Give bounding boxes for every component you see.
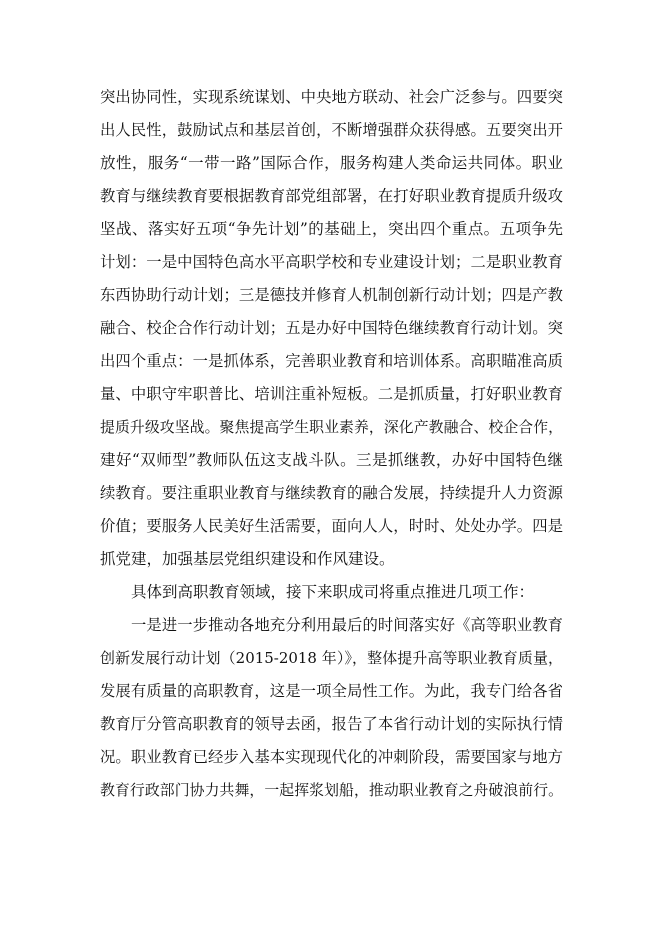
text-line: 一是进一步推动各地充分利用最后的时间落实好《高等职业教育 [131, 616, 563, 634]
text-line: 融合、校企合作行动计划；五是办好中国特色继续教育行动计划。突 [100, 319, 563, 337]
paragraph-3 [100, 609, 563, 807]
text-line: 创新发展行动计划（2015-2018 年）》，整体提升高等职业教育质量， [100, 649, 563, 667]
text-line: 放性，服务“一带一路”国际合作，服务构建人类命运共同体。职业 [100, 154, 563, 172]
text-line: 计划：一是中国特色高水平高职学校和专业建设计划；二是职业教育 [100, 253, 563, 271]
text-line: 具体到高职教育领域，接下来职成司将重点推进几项工作： [131, 583, 535, 601]
text-line: 坚战、落实好五项“争先计划”的基础上，突出四个重点。五项争先 [100, 220, 563, 238]
text-line: 出人民性，鼓励试点和基层首创，不断增强群众获得感。五要突出开 [100, 121, 563, 139]
paragraph-1 [100, 81, 563, 576]
text-line: 续教育。要注重职业教育与继续教育的融合发展，持续提升人力资源 [100, 484, 563, 502]
document-body [100, 81, 563, 807]
text-line: 况。职业教育已经步入基本实现现代化的冲刺阶段，需要国家与地方 [100, 748, 563, 766]
text-line: 提质升级攻坚战。聚焦提高学生职业素养，深化产教融合、校企合作， [100, 418, 563, 436]
text-line: 教育厅分管高职教育的领导去函，报告了本省行动计划的实际执行情 [100, 715, 563, 733]
text-line: 出四个重点：一是抓体系，完善职业教育和培训体系。高职瞄准高质 [100, 352, 563, 370]
text-line: 教育与继续教育要根据教育部党组部署，在打好职业教育提质升级攻 [100, 187, 563, 205]
text-line: 发展有质量的高职教育，这是一项全局性工作。为此，我专门给各省 [100, 682, 563, 700]
text-line: 价值；要服务人民美好生活需要，面向人人，时时、处处办学。四是 [100, 517, 563, 535]
text-line: 东西协助行动计划；三是德技并修育人机制创新行动计划；四是产教 [100, 286, 563, 304]
text-line: 抓党建，加强基层党组织建设和作风建设。 [100, 550, 395, 568]
text-line: 突出协同性，实现系统谋划、中央地方联动、社会广泛参与。四要突 [100, 88, 563, 106]
text-line: 教育行政部门协力共舞，一起挥浆划船，推动职业教育之舟破浪前行。 [100, 781, 563, 799]
text-line: 建好“双师型”教师队伍这支战斗队。三是抓继教，办好中国特色继 [100, 451, 563, 469]
paragraph-2 [100, 576, 563, 609]
text-line: 量、中职守牢职普比、培训注重补短板。二是抓质量，打好职业教育 [100, 385, 563, 403]
